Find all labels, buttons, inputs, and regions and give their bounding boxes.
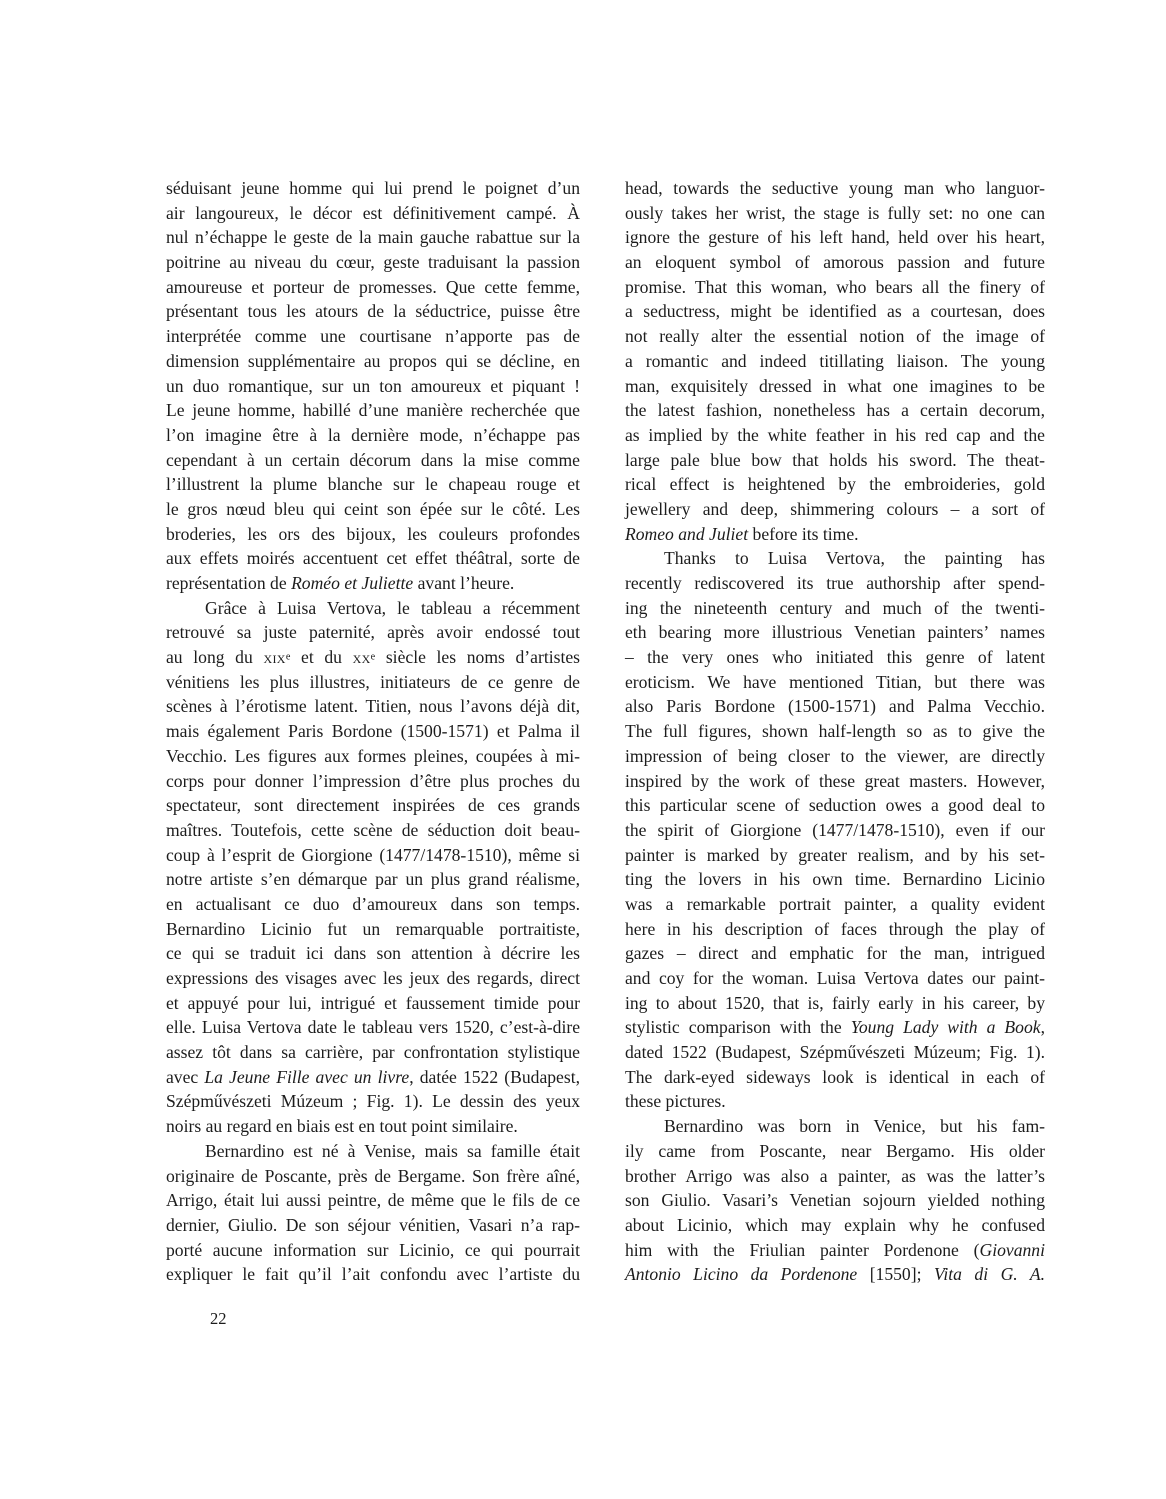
text-line: scènes à l’érotisme latent. Titien, nous l’avons déjà dit, <box>166 696 580 717</box>
text-line: Szépművészeti Múzeum ; Fig. 1). Le dessin des yeux <box>166 1091 580 1112</box>
text-line: inspired by the work of these great masters. However, <box>625 770 1045 791</box>
text-line: Vecchio. Les figures aux formes pleines, coupées à mi- <box>166 745 580 766</box>
text-line: Grâce à Luisa Vertova, le tableau a récemment <box>205 597 580 618</box>
text-line: spectateur, sont directement inspirées de ces grands <box>166 795 580 816</box>
text-line: noirs au regard en biais est en tout point similaire. <box>166 1116 518 1137</box>
text-line: broderies, les ors des bijoux, les couleurs profondes <box>166 523 580 544</box>
text-line: large pale blue bow that holds his sword. The theat- <box>625 449 1045 470</box>
text-line: dated 1522 (Budapest, Szépművészeti Múzeum; Fig. 1). <box>625 1042 1045 1063</box>
text-line: Le jeune homme, habillé d’une manière recherchée que <box>166 400 580 421</box>
text-line: Bernardino was born in Venice, but his fam- <box>664 1116 1045 1137</box>
text-line: vénitiens les plus illustres, initiateurs de ce genre de <box>166 671 580 692</box>
text-line: et appuyé pour lui, intrigué et faussement timide pour <box>166 992 580 1013</box>
text-line: retrouvé sa juste paternité, après avoir endossé tout <box>166 622 580 643</box>
text-line: mais également Paris Bordone (1500-1571) et Palma il <box>166 721 580 742</box>
text-line: en actualisant ce duo d’amoureux dans son temps. <box>166 893 580 914</box>
text-line: brother Arrigo was also a painter, as was the latter’s <box>625 1165 1045 1186</box>
text-line: The full figures, shown half-length so as to give the <box>625 721 1045 742</box>
page-number: 22 <box>210 1309 227 1328</box>
text-line: and coy for the woman. Luisa Vertova dates our paint- <box>625 968 1045 988</box>
text-line: avec La Jeune Fille avec un livre, datée 1522 (Budapest, <box>166 1066 580 1087</box>
text-line: impression of being closer to the viewer, are directly <box>625 745 1045 766</box>
text-line: dimension supplémentaire au propos qui se décline, en <box>166 350 580 371</box>
text-line: about Licinio, which may explain why he confused <box>625 1214 1045 1235</box>
text-line: promise. That this woman, who bears all the finery of <box>625 276 1045 297</box>
text-line: maîtres. Toutefois, cette scène de séduction doit beau- <box>166 819 580 840</box>
text-line: Bernardino Licinio fut un remarquable portraitiste, <box>166 918 580 939</box>
text-line: l’illustrent la plume blanche sur le chapeau rouge et <box>166 474 580 495</box>
text-line: expliquer le fait qu’il l’ait confondu avec l’artiste du <box>166 1264 580 1285</box>
text-line: the spirit of Giorgione (1477/1478-1510), even if our <box>625 819 1045 840</box>
text-line: eth bearing more illustrious Venetian painters’ names <box>625 622 1045 643</box>
text-line: un duo romantique, sur un ton amoureux et piquant ! <box>166 375 580 396</box>
text-line: Thanks to Luisa Vertova, the painting has <box>664 548 1045 569</box>
text-line: a romantic and indeed titillating liaison. The young <box>625 350 1045 371</box>
text-line: a seductress, might be identified as a courtesan, does <box>625 301 1045 322</box>
text-line: here in his description of faces through the play of <box>625 918 1045 939</box>
text-line: l’on imagine être à la dernière mode, n’échappe pas <box>166 424 580 445</box>
text-line: assez tôt dans sa carrière, par confrontation stylistique <box>166 1042 580 1063</box>
text-line: originaire de Poscante, près de Bergame. Son frère aîné, <box>166 1165 580 1186</box>
text-line: au long du xix$^e$ et du $xx^e$ siècle les noms d’artistes <box>166 647 580 668</box>
text-line: ily came from Poscante, near Bergamo. His older <box>625 1140 1045 1161</box>
text-line: Antonio Licino da Pordenone [1550]; Vita di G. A. <box>625 1264 1045 1285</box>
text-line: ting the lovers in his own time. Bernardino Licinio <box>625 869 1045 890</box>
column-english <box>625 176 1045 1287</box>
text-line: expressions des visages avec les jeux des regards, direct <box>166 968 580 988</box>
text-line: stylistic comparison with the Young Lady with a Book, <box>625 1017 1045 1038</box>
text-line: séduisant jeune homme qui lui prend le poignet d’un <box>166 178 580 198</box>
text-line: not really alter the essential notion of the image of <box>625 326 1045 347</box>
text-line: représentation de Roméo et Juliette avant l’heure. <box>166 573 515 593</box>
text-line: eroticism. We have mentioned Titian, but there was <box>625 671 1045 692</box>
text-line: an eloquent symbol of amorous passion and future <box>625 252 1045 273</box>
text-line: corps pour donner l’impression d’être plus proches du <box>166 770 580 791</box>
text-line: interprétée comme une courtisane n’apporte pas de <box>166 326 580 347</box>
text-line: poitrine au niveau du cœur, geste traduisant la passion <box>166 252 580 273</box>
text-line: – the very ones who initiated this genre of latent <box>625 647 1045 668</box>
text-line: was a remarkable portrait painter, a quality evident <box>625 893 1045 914</box>
text-line: ignore the gesture of his left hand, held over his heart, <box>625 227 1045 248</box>
text-line: recently rediscovered its true authorship after spend- <box>625 573 1045 593</box>
text-line: Romeo and Juliet before its time. <box>625 523 859 544</box>
text-line: aux effets moirés accentuent cet effet théâtral, sorte de <box>166 548 580 569</box>
text-line: ing the nineteenth century and much of the twenti- <box>625 597 1045 618</box>
text-line: him with the Friulian painter Pordenone (Giovanni <box>625 1239 1045 1260</box>
column-french <box>166 176 580 1287</box>
text-line: rical effect is heightened by the embroideries, gold <box>625 474 1045 495</box>
text-line: son Giulio. Vasari’s Venetian sojourn yielded nothing <box>625 1190 1045 1211</box>
text-line: dernier, Giulio. De son séjour vénitien, Vasari n’a rap- <box>166 1214 580 1235</box>
text-line: painter is marked by greater realism, and by his set- <box>625 844 1045 865</box>
text-line: air langoureux, le décor est définitivement campé. À <box>166 202 580 223</box>
text-line: coup à l’esprit de Giorgione (1477/1478-1510), même si <box>166 844 580 865</box>
text-line: head, towards the seductive young man who languor- <box>625 178 1045 198</box>
text-line: cependant à un certain décorum dans la mise comme <box>166 449 580 470</box>
text-line: Arrigo, était lui aussi peintre, de même que le fils de ce <box>166 1190 580 1211</box>
text-line: these pictures. <box>625 1091 726 1112</box>
text-line: ously takes her wrist, the stage is fully set: no one can <box>625 202 1045 223</box>
text-line: the latest fashion, nonetheless has a certain decorum, <box>625 400 1045 421</box>
text-line: présentant tous les atours de la séductrice, puisse être <box>166 301 580 322</box>
text-line: jewellery and deep, shimmering colours – a sort of <box>625 498 1045 519</box>
text-line: ing to about 1520, that is, fairly early in his career, by <box>625 992 1045 1013</box>
text-line: man, exquisitely dressed in what one imagines to be <box>625 375 1045 396</box>
text-line: gazes – direct and emphatic for the man, intrigued <box>625 943 1045 964</box>
text-line: Bernardino est né à Venise, mais sa famille était <box>205 1140 580 1161</box>
text-line: elle. Luisa Vertova date le tableau vers 1520, c’est-à-dire <box>166 1017 580 1038</box>
text-line: The dark-eyed sideways look is identical in each of <box>625 1066 1045 1087</box>
text-line: nul n’échappe le geste de la main gauche rabattue sur la <box>166 227 580 248</box>
text-line: as implied by the white feather in his red cap and the <box>625 424 1045 445</box>
text-line: amoureuse et porteur de promesses. Que cette femme, <box>166 276 580 297</box>
text-line: this particular scene of seduction owes a good deal to <box>625 795 1045 816</box>
text-line: notre artiste s’en démarque par un plus grand réalisme, <box>166 869 580 890</box>
text-line: porté aucune information sur Licinio, ce qui pourrait <box>166 1239 580 1260</box>
text-line: ce qui se traduit ici dans son attention à décrire les <box>166 943 580 964</box>
text-line: le gros nœud bleu qui ceint son épée sur le côté. Les <box>166 498 580 519</box>
text-line: also Paris Bordone (1500-1571) and Palma Vecchio. <box>625 696 1045 717</box>
